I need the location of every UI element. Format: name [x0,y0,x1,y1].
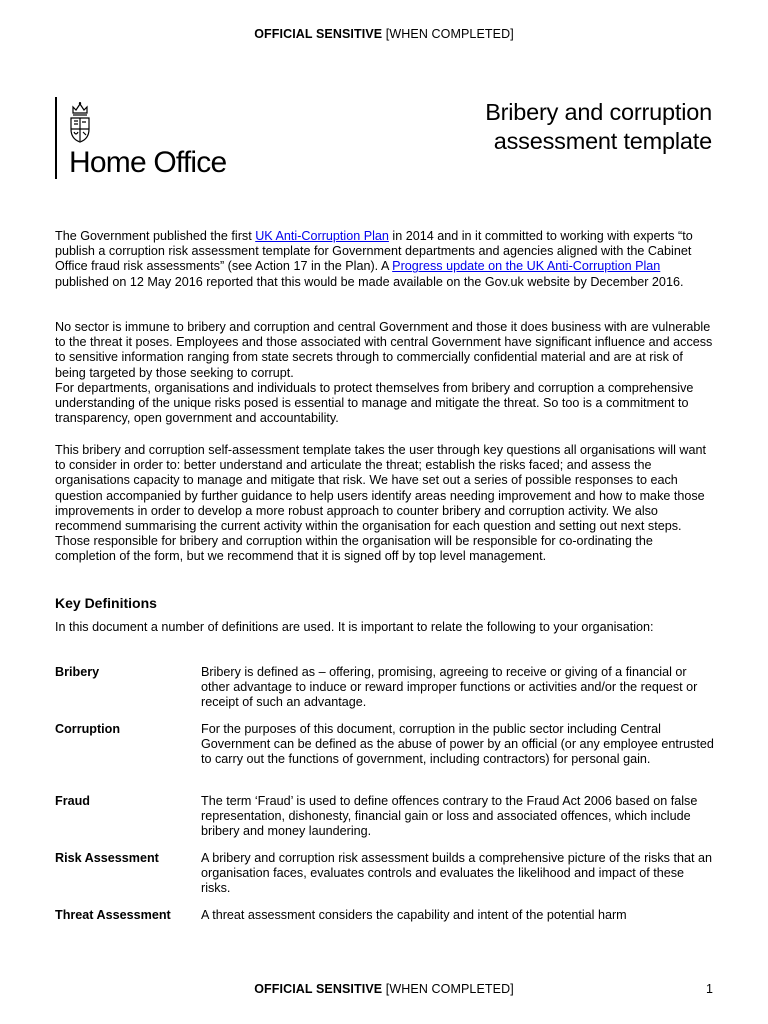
definition-text: For the purposes of this document, corruption in the public sector including Central Government can be defined as the abuse of power by an official (or any employee entrusted to carry out the functions of government, including contractors) for personal gain. [201,722,714,767]
footer-classification-marking: OFFICIAL SENSITIVE [254,982,383,996]
footer-classification-qualifier: [WHEN COMPLETED] [385,982,514,996]
intro-text-3: published on 12 May 2016 reported that this would be made available on the Gov.uk website by December 2016. [55,274,684,289]
threat-paragraph-part-b: For departments, organisations and individuals to protect themselves from bribery and corruption a comprehensive understanding of the unique risks posed is essential to manage and mitigate the threat. So too is a commitment to transparency, open government and accountability. [55,380,694,426]
royal-crest-icon [67,101,93,145]
logo-divider-bar [55,97,57,179]
page-number: 1 [706,982,713,996]
progress-update-link[interactable]: Progress update on the UK Anti-Corruption Plan [392,259,661,274]
anti-corruption-plan-link[interactable]: UK Anti-Corruption Plan [255,229,389,243]
intro-text-2: in 2014 and in it committed to working with experts “to publish a corruption risk assessment template for Government departments and agencies aligned with the Cabinet Office fraud risk assessments” (see Action 17 in the Plan). A [55,229,693,274]
definition-term: Risk Assessment [55,851,159,865]
intro-paragraph [55,229,715,290]
intro-text-1: The Government published the first [55,229,256,243]
definition-text: Bribery is defined as – offering, promising, agreeing to receive or giving of a financial or other advantage to induce or reward improper functions or activities and/or the request or receipt of such an advantage. [201,665,698,710]
home-office-logo [55,97,255,179]
document-title [485,98,712,155]
title-line-2: assessment template [493,127,712,154]
definition-text: A threat assessment considers the capability and intent of the potential harm [201,908,627,922]
classification-qualifier: [WHEN COMPLETED] [385,27,514,41]
threat-paragraph [55,320,715,426]
key-definitions-heading: Key Definitions [55,595,157,611]
definition-text: A bribery and corruption risk assessment builds a comprehensive picture of the risks that an organisation faces, evaluates controls and evaluates the likelihood and impact of these risks. [201,851,712,896]
definition-term: Corruption [55,722,121,736]
definitions-intro: In this document a number of definitions are used. It is important to relate the following to your organisation: [55,620,654,634]
template-purpose-paragraph: This bribery and corruption self-assessment template takes the user through key questions all organisations will want to consider in order to: better understand and articulate the threat; establish the risks faced; and assess the organisations capacity to manage and mitigate that risk. We have set out a series of possible responses to each question accompanied by further guidance to help users identify areas needing improvement and how to make those improvements in order to develop a more robust approach to counter bribery and corruption activity. We also recommend summarising the current activity within the organisation for each question and setting out next steps. Those responsible for bribery and corruption within the organisation will be responsible for co-ordinating the completion of the form, but we recommend that it is signed off by top level management. [55,443,707,564]
definition-text: The term ‘Fraud’ is used to define offences contrary to the Fraud Act 2006 based on false representation, dishonesty, financial gain or loss and associated offences, which include bribery and money laundering. [201,794,698,839]
footer-classification [0,982,768,996]
title-line-1: Bribery and corruption [485,99,712,125]
classification-marking: OFFICIAL SENSITIVE [254,27,383,41]
threat-paragraph-part-a: No sector is immune to bribery and corruption and central Government and those it does business with are vulnerable to the threat it poses. Employees and those associated with central Government have significant influence and access to sensitive information ranging from state secrets through to commercially confidential material and are at risk of being targeted by those seeking to corrupt. [55,320,713,380]
header-classification [0,27,768,41]
logo-wordmark: Home Office [69,146,227,179]
definition-term: Threat Assessment [55,908,171,922]
definition-term: Fraud [55,794,90,808]
definition-term: Bribery [55,665,100,679]
